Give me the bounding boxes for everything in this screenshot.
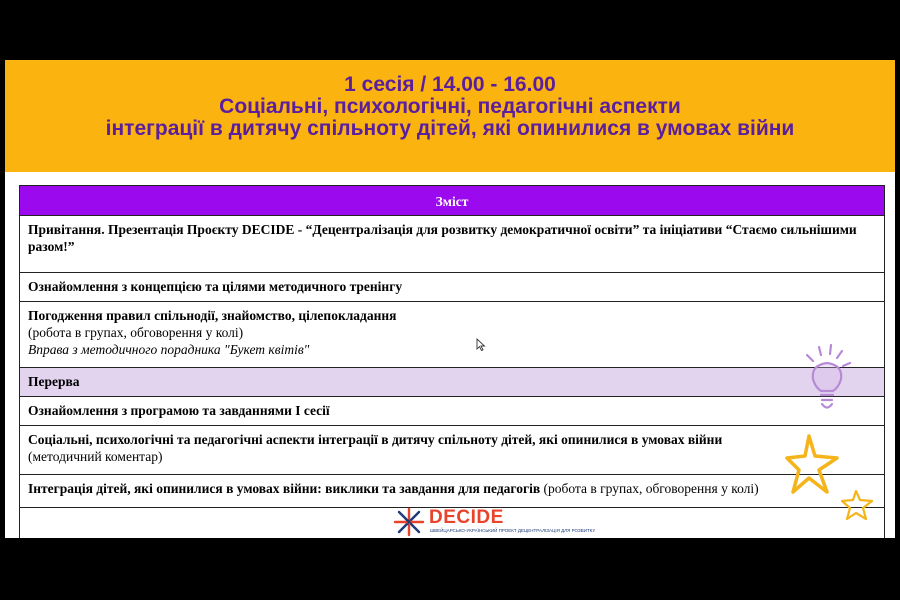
agenda-item-title: Соціальні, психологічні та педагогічні аспекти інтеграції в дитячу спільноту дітей, які опинилися в умовах війни <box>28 432 723 447</box>
agenda-item-note: (робота в групах, обговорення у колі) <box>28 325 244 340</box>
table-row <box>20 216 885 273</box>
agenda-cell <box>20 302 885 368</box>
table-header-cell: Зміст <box>20 186 885 216</box>
agenda-item-exercise: Вправа з методичного порадника "Букет квітів" <box>28 342 310 357</box>
star-icon <box>785 432 841 498</box>
table-row <box>20 397 885 426</box>
lightbulb-icon <box>797 343 857 415</box>
agenda-item-title: Ознайомлення з концепцією та цілями методичного тренінгу <box>28 279 403 294</box>
agenda-item-title: Привітання. Презентація Проєкту DECIDE - “Децентралізація для розвитку демократичної освіти” та ініціативи “Стаємо сильнішими разом!” <box>28 222 857 254</box>
table-row <box>20 273 885 302</box>
agenda-cell <box>20 216 885 273</box>
agenda-cell <box>20 273 885 302</box>
agenda-cell <box>20 397 885 426</box>
agenda-cell <box>20 426 885 475</box>
agenda-cell <box>20 368 885 397</box>
agenda-item-title: Перерва <box>28 374 80 389</box>
star-icon <box>841 488 875 522</box>
agenda-item-note: (методичний коментар) <box>28 449 163 464</box>
agenda-cell <box>20 475 885 508</box>
agenda-item-title: Погодження правил спільнодії, знайомство, цілепокладання <box>28 308 397 323</box>
session-header <box>5 60 895 172</box>
break-row <box>20 368 885 397</box>
table-row <box>20 426 885 475</box>
table-header-row <box>20 186 885 216</box>
session-time-title: 1 сесія / 14.00 - 16.00 <box>344 73 556 96</box>
decide-logo <box>390 506 596 538</box>
agenda-item-title: Інтеграція дітей, які опинилися в умовах війни: виклики та завдання для педагогів <box>28 481 541 496</box>
agenda-item-title: Ознайомлення з програмою та завданнями І сесії <box>28 403 330 418</box>
mouse-cursor-icon <box>476 338 486 352</box>
table-row <box>20 475 885 508</box>
session-topic-line-1: Соціальні, психологічні, педагогічні аспекти <box>219 95 681 118</box>
session-topic-line-2: інтеграції в дитячу спільноту дітей, які опинилися в умовах війни <box>105 117 795 140</box>
presentation-slide <box>5 60 895 538</box>
decide-logo-mark-icon <box>392 507 426 537</box>
table-row <box>20 302 885 368</box>
agenda-table <box>19 185 885 538</box>
logo-name: DECIDE <box>429 507 504 528</box>
agenda-item-note: (робота в групах, обговорення у колі) <box>543 481 759 496</box>
logo-tagline: ШВЕЙЦАРСЬКО-УКРАЇНСЬКИЙ ПРОЕКТ ДЕЦЕНТРАЛІЗАЦІЯ ДЛЯ РОЗВИТКУ <box>430 528 596 533</box>
